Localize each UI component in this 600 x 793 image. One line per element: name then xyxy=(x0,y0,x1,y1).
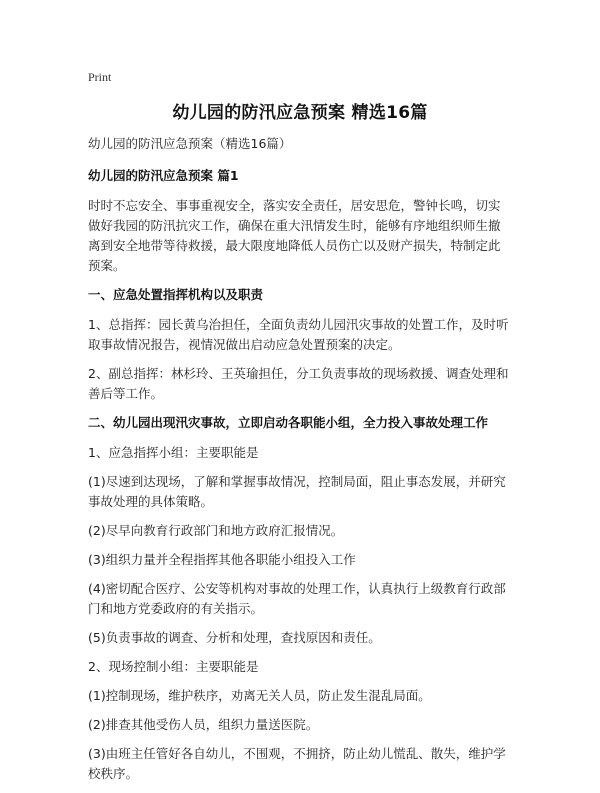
document-subtitle: 幼儿园的防汛应急预案（精选16篇） xyxy=(88,136,292,151)
page-title: 幼儿园的防汛应急预案 精选16篇 xyxy=(172,103,428,123)
list-item: (3)组织力量并全程指挥其他各职能小组投入工作 xyxy=(88,552,356,567)
list-item: (5)负责事故的调查、分析和处理，查找原因和责任。 xyxy=(88,630,381,645)
list-item: (1)尽速到达现场，了解和掌握事故情况，控制局面，阻止事态发展，并研究事故处理的具体策略。 xyxy=(88,474,506,509)
list-item: (2)排查其他受伤人员，组织力量送医院。 xyxy=(88,717,319,732)
list-item: (1)控制现场，维护秩序，劝离无关人员，防止发生混乱局面。 xyxy=(88,688,431,703)
list-item: (4)密切配合医疗、公安等机构对事故的处理工作，认真执行上级教育行政部门和地方党委政府的有关指示。 xyxy=(88,581,506,616)
list-item: (3)由班主任管好各自幼儿，不围观，不拥挤，防止幼儿慌乱、散失，维护学校秩序。 xyxy=(88,746,506,781)
paragraph: 2、副总指挥：林杉玲、王英瑜担任，分工负责事故的现场救援、调查处理和善后等工作。 xyxy=(88,366,509,401)
section-heading-groups: 二、幼儿园出现汛灾事故，立即启动各职能小组，全力投入事故处理工作 xyxy=(88,415,489,430)
article-title: 幼儿园的防汛应急预案 篇1 xyxy=(88,168,239,183)
list-item: (2)尽早向教育行政部门和地方政府汇报情况。 xyxy=(88,523,344,538)
print-label: Print xyxy=(88,70,112,84)
group-heading-scene: 2、现场控制小组：主要职能是 xyxy=(88,659,259,674)
group-heading-command: 1、应急指挥小组：主要职能是 xyxy=(88,445,259,460)
intro-paragraph: 时时不忘安全、事事重视安全，落实安全责任，居安思危，警钟长鸣，切实做好我园的防汛抗灾工作，确保在重大汛情发生时，能够有序地组织师生撤离到安全地带等待救援，最大限度地降低人员伤亡以及财产损失，特制定此预案。 xyxy=(88,198,501,273)
paragraph: 1、总指挥：园长黄乌治担任，全面负责幼儿园汛灾事故的处置工作，及时听取事故情况报告，视情况做出启动应急处置预案的决定。 xyxy=(88,317,509,352)
section-heading-command: 一、应急处置指挥机构以及职责 xyxy=(88,287,264,302)
document-body xyxy=(88,134,512,793)
